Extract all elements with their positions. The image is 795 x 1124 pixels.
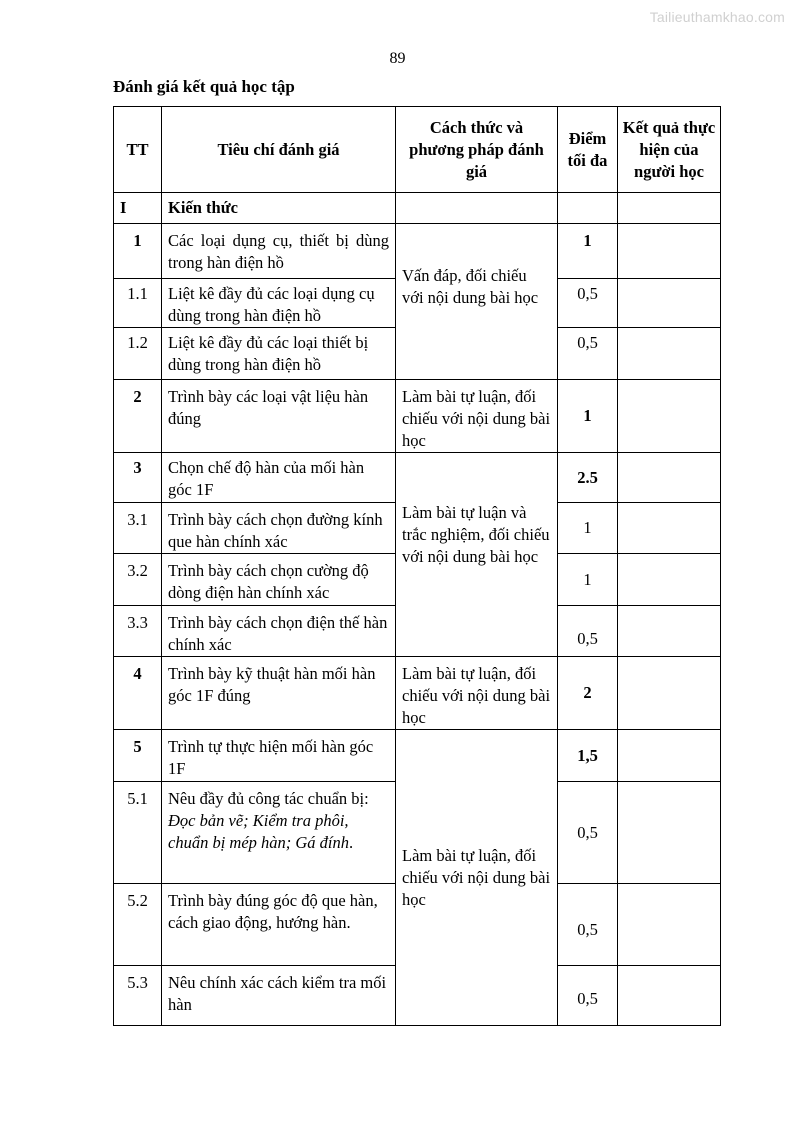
- watermark: Tailieuthamkhao.com: [649, 9, 785, 25]
- row-criteria: Các loại dụng cụ, thiết bị dùng trong hàn điện hồ: [162, 224, 396, 279]
- criteria-suffix: .: [349, 833, 354, 852]
- row-criteria: Liệt kê đầy đủ các loại dụng cụ dùng trong hàn điện hồ: [162, 279, 396, 328]
- row-result: [618, 279, 721, 328]
- table-header-row: [114, 107, 721, 193]
- header-result: Kết quả thực hiện của người học: [618, 107, 721, 193]
- row-tt: 2: [114, 380, 162, 453]
- row-criteria: Nêu chính xác cách kiểm tra mối hàn: [162, 966, 396, 1026]
- header-method: Cách thức và phương pháp đánh giá: [396, 107, 558, 193]
- table-row: [114, 730, 721, 782]
- row-result: [618, 730, 721, 782]
- group-tt: I: [114, 193, 162, 224]
- row-result: [618, 503, 721, 554]
- table-row: [114, 224, 721, 279]
- row-tt: 1.2: [114, 328, 162, 380]
- row-criteria: Trình bày cách chọn điện thế hàn chính xác: [162, 606, 396, 657]
- row-result: [618, 657, 721, 730]
- group-row: [114, 193, 721, 224]
- row-result: [618, 224, 721, 279]
- row-score: 0,5: [558, 782, 618, 884]
- header-tt: TT: [114, 107, 162, 193]
- header-criteria: Tiêu chí đánh giá: [162, 107, 396, 193]
- row-criteria: Trình bày các loại vật liệu hàn đúng: [162, 380, 396, 453]
- row-criteria: Trình bày đúng góc độ que hàn, cách giao động, hướng hàn.: [162, 884, 396, 966]
- row-score: 0,5: [558, 328, 618, 380]
- row-tt: 5.1: [114, 782, 162, 884]
- row-result: [618, 554, 721, 606]
- table-row: [114, 380, 721, 453]
- criteria-prefix: Nêu đầy đủ công tác chuẩn bị:: [168, 789, 369, 808]
- row-result: [618, 782, 721, 884]
- page-number: 89: [389, 50, 406, 67]
- row-tt: 3: [114, 453, 162, 503]
- row-criteria: Trình bày cách chọn cường độ dòng điện hàn chính xác: [162, 554, 396, 606]
- assessment-table: [113, 106, 721, 1026]
- row-result: [618, 380, 721, 453]
- row-criteria: Liệt kê đầy đủ các loại thiết bị dùng trong hàn điện hồ: [162, 328, 396, 380]
- row-score: 1: [558, 554, 618, 606]
- row-score: 0,5: [558, 966, 618, 1026]
- row-score: 2.5: [558, 453, 618, 503]
- row-tt: 5.2: [114, 884, 162, 966]
- row-score: 1: [558, 503, 618, 554]
- group-label: Kiến thức: [162, 193, 396, 224]
- section-title: Đánh giá kết quả học tập: [113, 77, 295, 96]
- header-max-score: Điểm tối đa: [558, 107, 618, 193]
- row-criteria: Chọn chế độ hàn của mối hàn góc 1F: [162, 453, 396, 503]
- row-criteria: Trình bày kỹ thuật hàn mối hàn góc 1F đúng: [162, 657, 396, 730]
- row-tt: 3.1: [114, 503, 162, 554]
- row-score: 1,5: [558, 730, 618, 782]
- row-method: Làm bài tự luận và trắc nghiệm, đối chiếu với nội dung bài học: [396, 453, 558, 657]
- row-method: Làm bài tự luận, đối chiếu với nội dung bài học: [396, 730, 558, 1026]
- row-result: [618, 328, 721, 380]
- row-score: 2: [558, 657, 618, 730]
- row-tt: 3.2: [114, 554, 162, 606]
- row-method: Làm bài tự luận, đối chiếu với nội dung bài học: [396, 657, 558, 730]
- row-tt: 1: [114, 224, 162, 279]
- row-score: 0,5: [558, 884, 618, 966]
- row-result: [618, 606, 721, 657]
- table-row: [114, 453, 721, 503]
- row-result: [618, 966, 721, 1026]
- row-score: 0,5: [558, 606, 618, 657]
- row-result: [618, 884, 721, 966]
- row-tt: 4: [114, 657, 162, 730]
- row-score: 1: [558, 380, 618, 453]
- row-tt: 5: [114, 730, 162, 782]
- criteria-italic: Đọc bản vẽ; Kiểm tra phôi, chuẩn bị mép hàn; Gá đính: [168, 811, 350, 852]
- row-result: [618, 453, 721, 503]
- row-tt: 3.3: [114, 606, 162, 657]
- row-method: Vấn đáp, đối chiếu với nội dung bài học: [396, 224, 558, 380]
- row-criteria: Trình bày cách chọn đường kính que hàn chính xác: [162, 503, 396, 554]
- row-method: Làm bài tự luận, đối chiếu với nội dung bài học: [396, 380, 558, 453]
- row-score: 0,5: [558, 279, 618, 328]
- table-row: [114, 657, 721, 730]
- row-tt: 1.1: [114, 279, 162, 328]
- row-criteria: [162, 782, 396, 884]
- row-criteria: Trình tự thực hiện mối hàn góc 1F: [162, 730, 396, 782]
- row-tt: 5.3: [114, 966, 162, 1026]
- row-score: 1: [558, 224, 618, 279]
